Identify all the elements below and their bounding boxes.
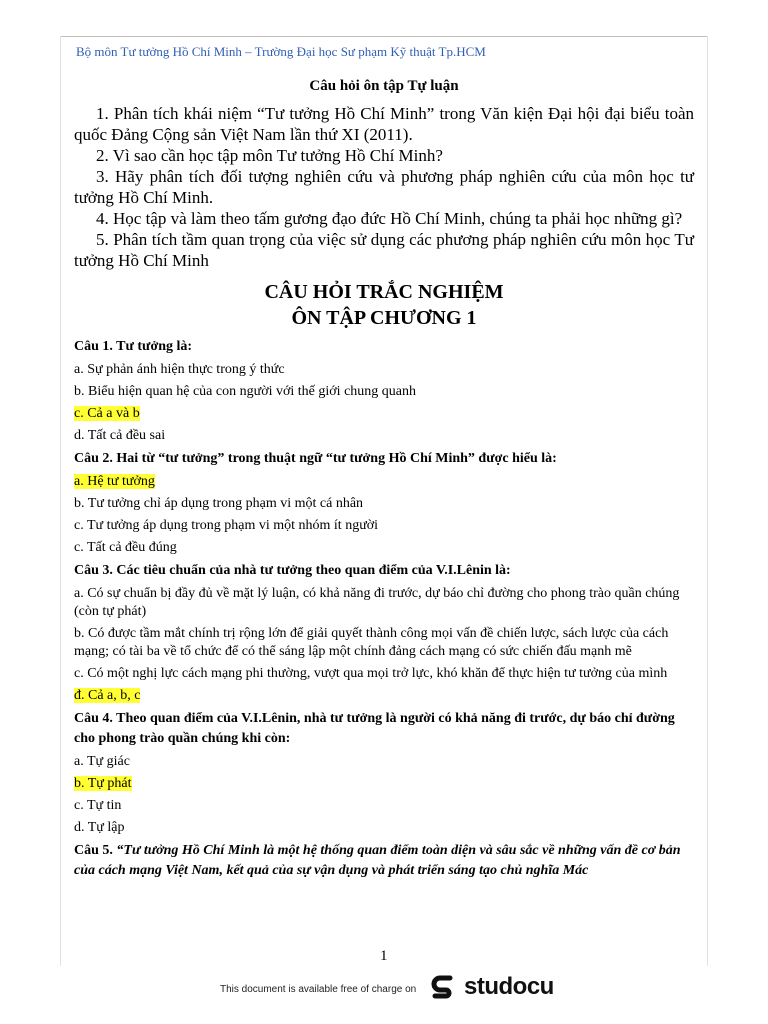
option-a: a. Sự phản ánh hiện thực trong ý thức (74, 362, 285, 377)
option-d: c. Tất cả đều đúng (74, 540, 177, 555)
option-d: d. Tất cả đều sai (74, 428, 166, 443)
essay-item: 5. Phân tích tầm quan trọng của việc sử dụng các phương pháp nghiên cứu môn học Tư tưởng Hồ Chí Minh (74, 230, 694, 270)
footer-bar (0, 970, 768, 1024)
page-border-left (60, 36, 61, 966)
studocu-wordmark: studocu (464, 973, 554, 1000)
question-5 (74, 841, 694, 881)
option-c: c. Tự tin (74, 798, 122, 813)
footer-text: This document is available free of charge on (220, 984, 417, 995)
question-text: Câu 4. Theo quan điểm của V.I.Lênin, nhà tư tưởng là người có khả năng đi trước, dự báo chỉ đường cho phong trào quần chúng khi còn: (74, 711, 675, 746)
question-text: Câu 3. Các tiêu chuẩn của nhà tư tưởng theo quan điểm của V.I.Lênin là: (74, 563, 511, 578)
question-3 (74, 561, 694, 705)
option-b: b. Biểu hiện quan hệ của con người với thế giới chung quanh (74, 384, 417, 399)
option-b-correct: b. Tự phát (74, 776, 132, 791)
essay-item: 4. Học tập và làm theo tấm gương đạo đức Hồ Chí Minh, chúng ta phải học những gì? (96, 209, 683, 228)
option-a-correct: a. Hệ tư tưởng (74, 474, 155, 489)
mc-title-line1: CÂU HỎI TRẮC NGHIỆM (264, 281, 504, 303)
question-4 (74, 709, 694, 837)
option-a: a. Tự giác (74, 754, 130, 769)
essay-item: 2. Vì sao cần học tập môn Tư tưởng Hồ Chí Minh? (96, 146, 443, 165)
page-header: Bộ môn Tư tưởng Hồ Chí Minh – Trường Đại học Sư phạm Kỹ thuật Tp.HCM (76, 44, 486, 59)
question-text: Câu 1. Tư tưởng là: (74, 339, 193, 354)
question-text: “Tư tưởng Hồ Chí Minh là một hệ thống quan điểm toàn diện và sâu sắc về những vấn đề cơ bản của cách mạng Việt Nam, kết quả của sự vận dụng và phát triển sáng tạo chủ nghĩa Mác (74, 843, 681, 878)
essay-title: Câu hỏi ôn tập Tự luận (309, 78, 459, 94)
essay-item: 3. Hãy phân tích đối tượng nghiên cứu và phương pháp nghiên cứu của môn học tư tưởng Hồ Chí Minh. (74, 167, 694, 207)
page-border-top (60, 36, 708, 37)
option-a: a. Có sự chuẩn bị đầy đủ về mặt lý luận, có khả năng đi trước, dự báo chỉ đường cho phong trào quần chúng (còn tự phát) (74, 586, 680, 619)
option-b: b. Có được tầm mắt chính trị rộng lớn để giải quyết thành công mọi vấn đề chiến lược, sách lược của cách mạng; có tài ba về tổ chức để có thể sáng lập một chính đảng cách mạng có sức chiến đấu mạnh mẽ (74, 626, 669, 659)
studocu-logo-link[interactable] (428, 972, 554, 1002)
mc-title (74, 279, 694, 331)
option-d: d. Tự lập (74, 820, 125, 835)
essay-list (74, 103, 694, 271)
question-1 (74, 337, 694, 445)
studocu-logo-icon (428, 972, 458, 1002)
option-b: b. Tư tưởng chỉ áp dụng trong phạm vi một cá nhân (74, 496, 364, 511)
page-number: 1 (380, 948, 388, 964)
essay-item: 1. Phân tích khái niệm “Tư tưởng Hồ Chí Minh” trong Văn kiện Đại hội đại biểu toàn quốc Đảng Cộng sản Việt Nam lần thứ XI (2011). (74, 104, 694, 144)
option-c: c. Tư tưởng áp dụng trong phạm vi một nhóm ít người (74, 518, 379, 533)
mc-title-line2: ÔN TẬP CHƯƠNG 1 (291, 307, 477, 329)
page-border-right (707, 36, 708, 966)
question-label: Câu 5. (74, 843, 113, 858)
option-c-correct: c. Cả a và b (74, 406, 140, 421)
page-content (74, 78, 694, 881)
option-d-correct: đ. Cả a, b, c (74, 688, 141, 703)
question-2 (74, 449, 694, 557)
option-c: c. Có một nghị lực cách mạng phi thường, vượt qua mọi trở lực, khó khăn để thực hiện tư tưởng của mình (74, 666, 668, 681)
question-text: Câu 2. Hai từ “tư tưởng” trong thuật ngữ “tư tưởng Hồ Chí Minh” được hiểu là: (74, 451, 557, 466)
